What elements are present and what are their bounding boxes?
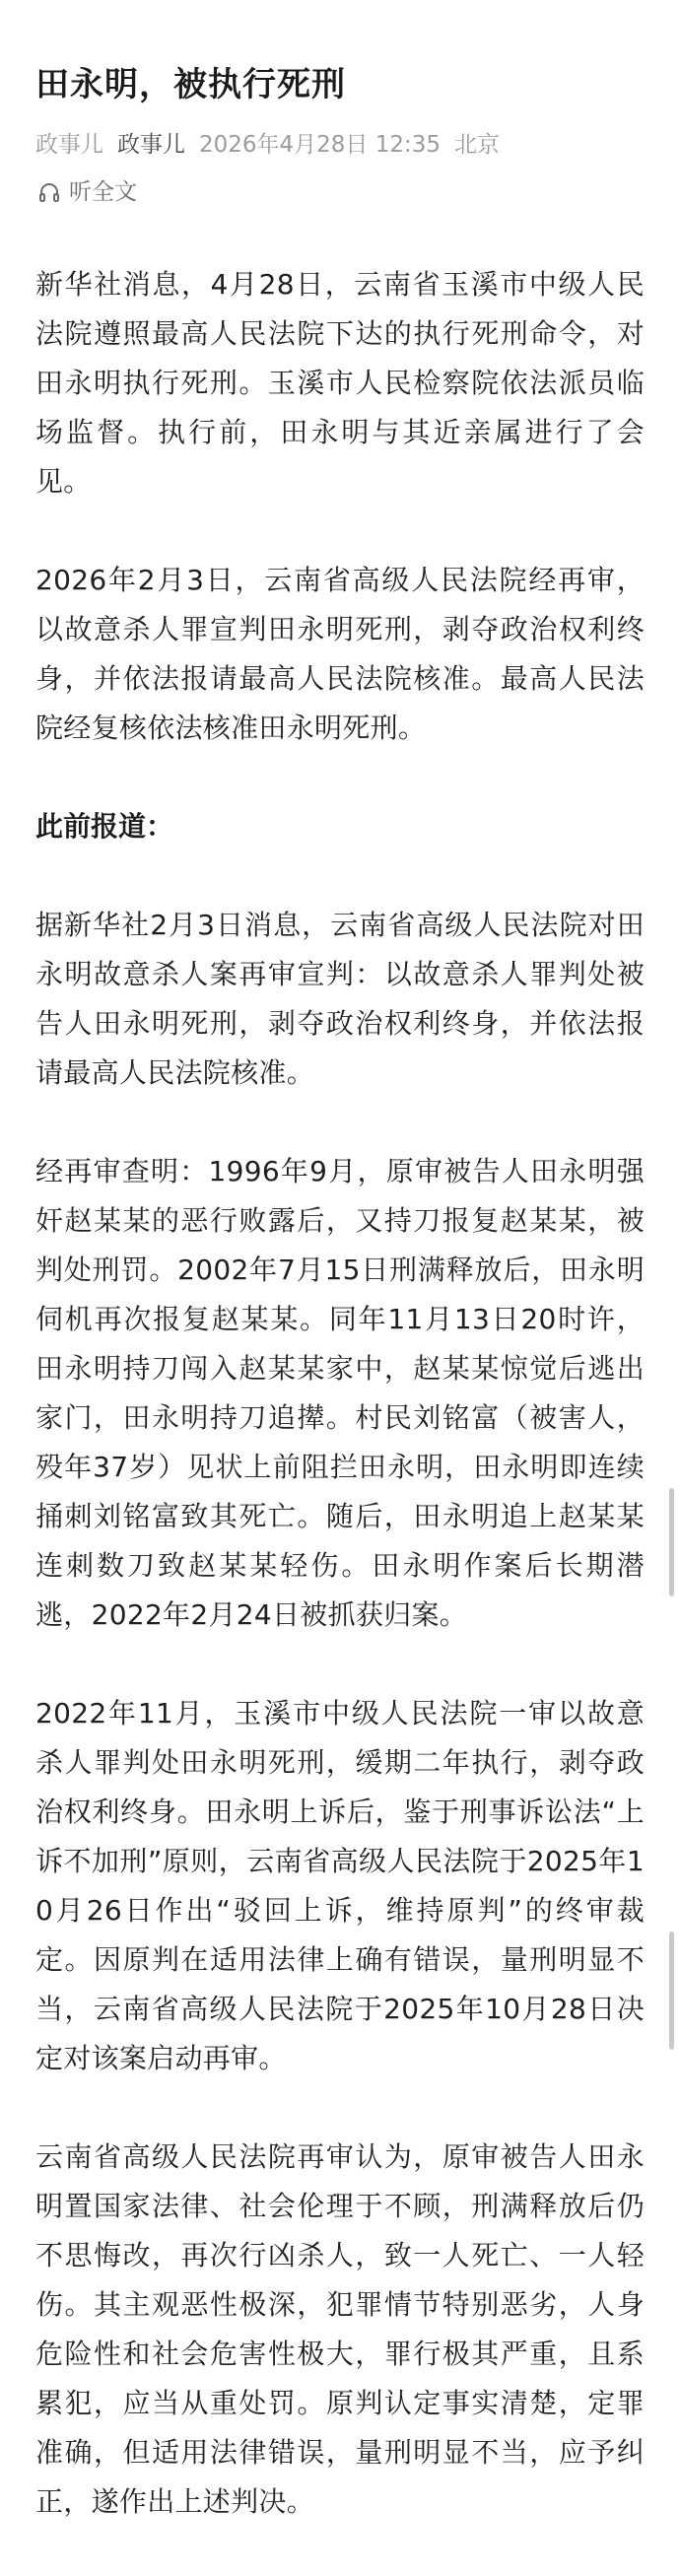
paragraph: 经再审查明：1996年9月，原审被告人田永明强奸赵某某的恶行败露后，又持刀报复赵某某，被判处刑罚。2002年7月15日刑满释放后，田永明伺机再次报复赵某某。同年11月13日20时许，田永明持刀闯入赵某某家中，赵某某惊觉后逃出家门，田永明持刀追撵。村民刘铭富（被害人，殁年37岁）见状上前阻拦田永明，田永明即连续捅刺刘铭富致其死亡。随后，田永明追上赵某某连刺数刀致赵某某轻伤。田永明作案后长期潜逃，2022年2月24日被抓获归案。 — [35, 1155, 645, 1631]
paragraph: 2026年2月3日，云南省高级人民法院经再审，以故意杀人罪宣判田永明死刑，剥夺政治权利终身，并依法报请最高人民法院核准。最高人民法院经复核依法核准田永明死刑。 — [35, 564, 645, 744]
publish-location: 北京 — [454, 132, 501, 158]
article — [35, 0, 645, 2576]
publish-datetime: 2026年4月28日 12:35 — [199, 132, 442, 158]
article-body — [35, 260, 645, 2527]
paragraph: 云南省高级人民法院再审认为，原审被告人田永明置国家法律、社会伦理于不顾，刑满释放后仍不思悔改，再次行凶杀人，致一人死亡、一人轻伤。其主观恶性极深，犯罪情节特别恶劣，人身危险性和社会危害性极大，罪行极其严重，且系累犯，应当从重处罚。原判认定事实清楚，定罪准确，但适用法律错误，量刑明显不当，应予纠正，遂作出上述判决。 — [35, 2140, 645, 2518]
listen-button[interactable] — [35, 175, 164, 209]
paragraph: 据新华社2月3日消息，云南省高级人民法院对田永明故意杀人案再审宣判：以故意杀人罪判处被告人田永明死刑，剥夺政治权利终身，并依法报请最高人民法院核准。 — [35, 909, 645, 1089]
scrollbar-thumb[interactable] — [669, 1488, 674, 1596]
author-link[interactable]: 政事儿 — [117, 132, 185, 158]
scrollbar-thumb[interactable] — [669, 1932, 674, 2050]
source-name: 政事儿 — [35, 132, 103, 158]
paragraph: 2022年11月，玉溪市中级人民法院一审以故意杀人罪判处田永明死刑，缓期二年执行，剥夺政治权利终身。田永明上诉后，鉴于刑事诉讼法“上诉不加刑”原则，云南省高级人民法院于2025年10月26日作出“驳回上诉，维持原判”的终审裁定。因原判在适用法律上确有错误，量刑明显不当，云南省高级人民法院于2025年10月28日决定对该案启动再审。 — [35, 1697, 645, 2074]
section-heading: 此前报道： — [35, 810, 174, 843]
article-title: 田永明，被执行死刑 — [35, 65, 346, 104]
article-meta — [35, 128, 645, 162]
paragraph: 新华社消息，4月28日，云南省玉溪市中级人民法院遵照最高人民法院下达的执行死刑命令，对田永明执行死刑。玉溪市人民检察院依法派员临场监督。执行前，田永明与其近亲属进行了会见。 — [35, 268, 645, 498]
headphones-icon — [37, 180, 61, 204]
listen-label: 听全文 — [69, 179, 137, 205]
